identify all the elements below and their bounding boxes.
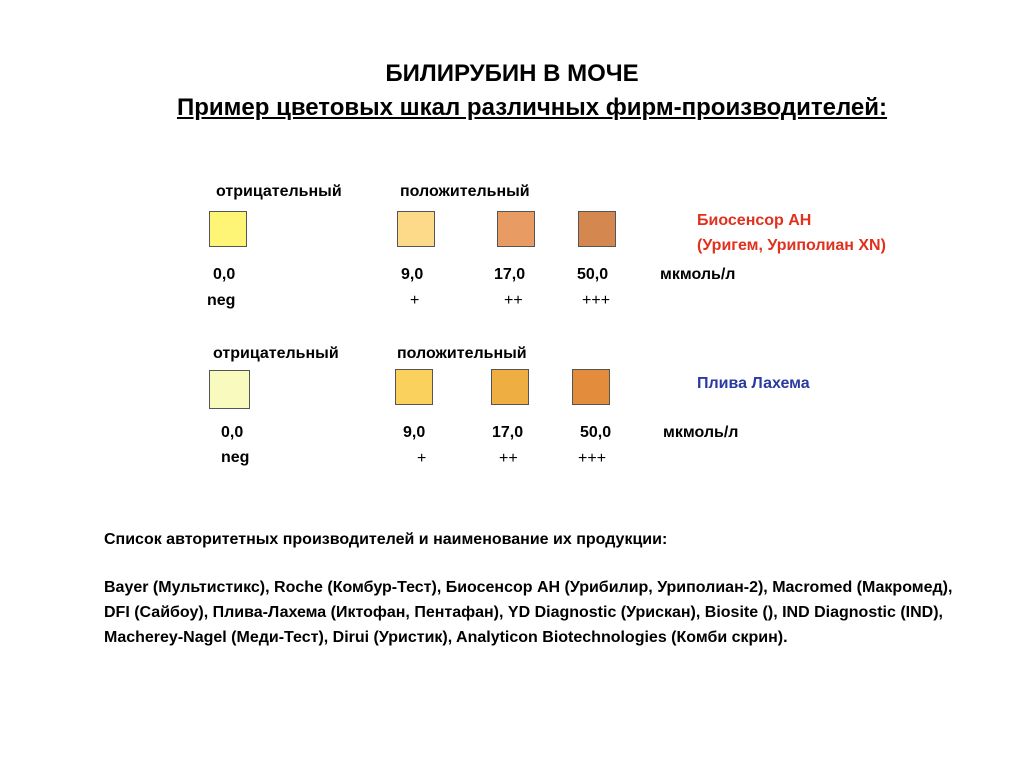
swatch-plus3 xyxy=(578,211,616,247)
maker-name: Плива Лахема xyxy=(697,375,810,392)
grade-plus3: +++ xyxy=(578,450,607,467)
value-plus2: 17,0 xyxy=(492,424,524,441)
grade-plus1: + xyxy=(410,292,420,309)
grade-plus2: ++ xyxy=(504,292,523,309)
negative-label: отрицательный xyxy=(213,345,339,362)
positive-label: положительный xyxy=(400,183,530,200)
value-plus2: 17,0 xyxy=(494,266,526,283)
value-neg: 0,0 xyxy=(213,266,236,283)
swatch-neg xyxy=(209,370,250,409)
swatch-plus2 xyxy=(497,211,535,247)
grade-plus2: ++ xyxy=(499,450,518,467)
grade-neg: neg xyxy=(207,292,236,309)
negative-label: отрицательный xyxy=(216,183,342,200)
value-neg: 0,0 xyxy=(221,424,244,441)
value-plus1: 9,0 xyxy=(401,266,424,283)
swatch-plus3 xyxy=(572,369,610,405)
manufacturers-list: Bayer (Мультистикс), Roche (Комбур-Тест), Биосенсор АН (Урибилир, Уриполиан-2), Macromed (Макромед), DFI (Сайбоу), Плива-Лахема (Иктофан, Пентафан), YD Diagnostic (Урискан), Biosite (), IND Diagnostic (IND), Macherey-Nagel (Меди-Тест), Dirui (Уристик), Analyticon Biotechnologies (Комби скрин). xyxy=(104,579,953,646)
unit-label: мкмоль/л xyxy=(663,424,739,441)
manufacturers-heading: Список авторитетных производителей и наименование их продукции: xyxy=(104,531,668,548)
swatch-plus1 xyxy=(395,369,433,405)
grade-plus3: +++ xyxy=(582,292,611,309)
unit-label: мкмоль/л xyxy=(660,266,736,283)
grade-neg: neg xyxy=(221,449,250,466)
swatch-plus1 xyxy=(397,211,435,247)
maker-name: Биосенсор АН xyxy=(697,212,812,229)
page-subtitle: Пример цветовых шкал различных фирм-производителей: xyxy=(176,94,888,121)
value-plus3: 50,0 xyxy=(580,424,612,441)
positive-label: положительный xyxy=(397,345,527,362)
grade-plus1: + xyxy=(417,450,427,467)
swatch-plus2 xyxy=(491,369,529,405)
swatch-neg xyxy=(209,211,247,247)
value-plus1: 9,0 xyxy=(403,424,426,441)
maker-products: (Уригем, Уриполиан XN) xyxy=(697,237,886,254)
value-plus3: 50,0 xyxy=(577,266,609,283)
page-title: БИЛИРУБИН В МОЧЕ xyxy=(385,60,639,87)
